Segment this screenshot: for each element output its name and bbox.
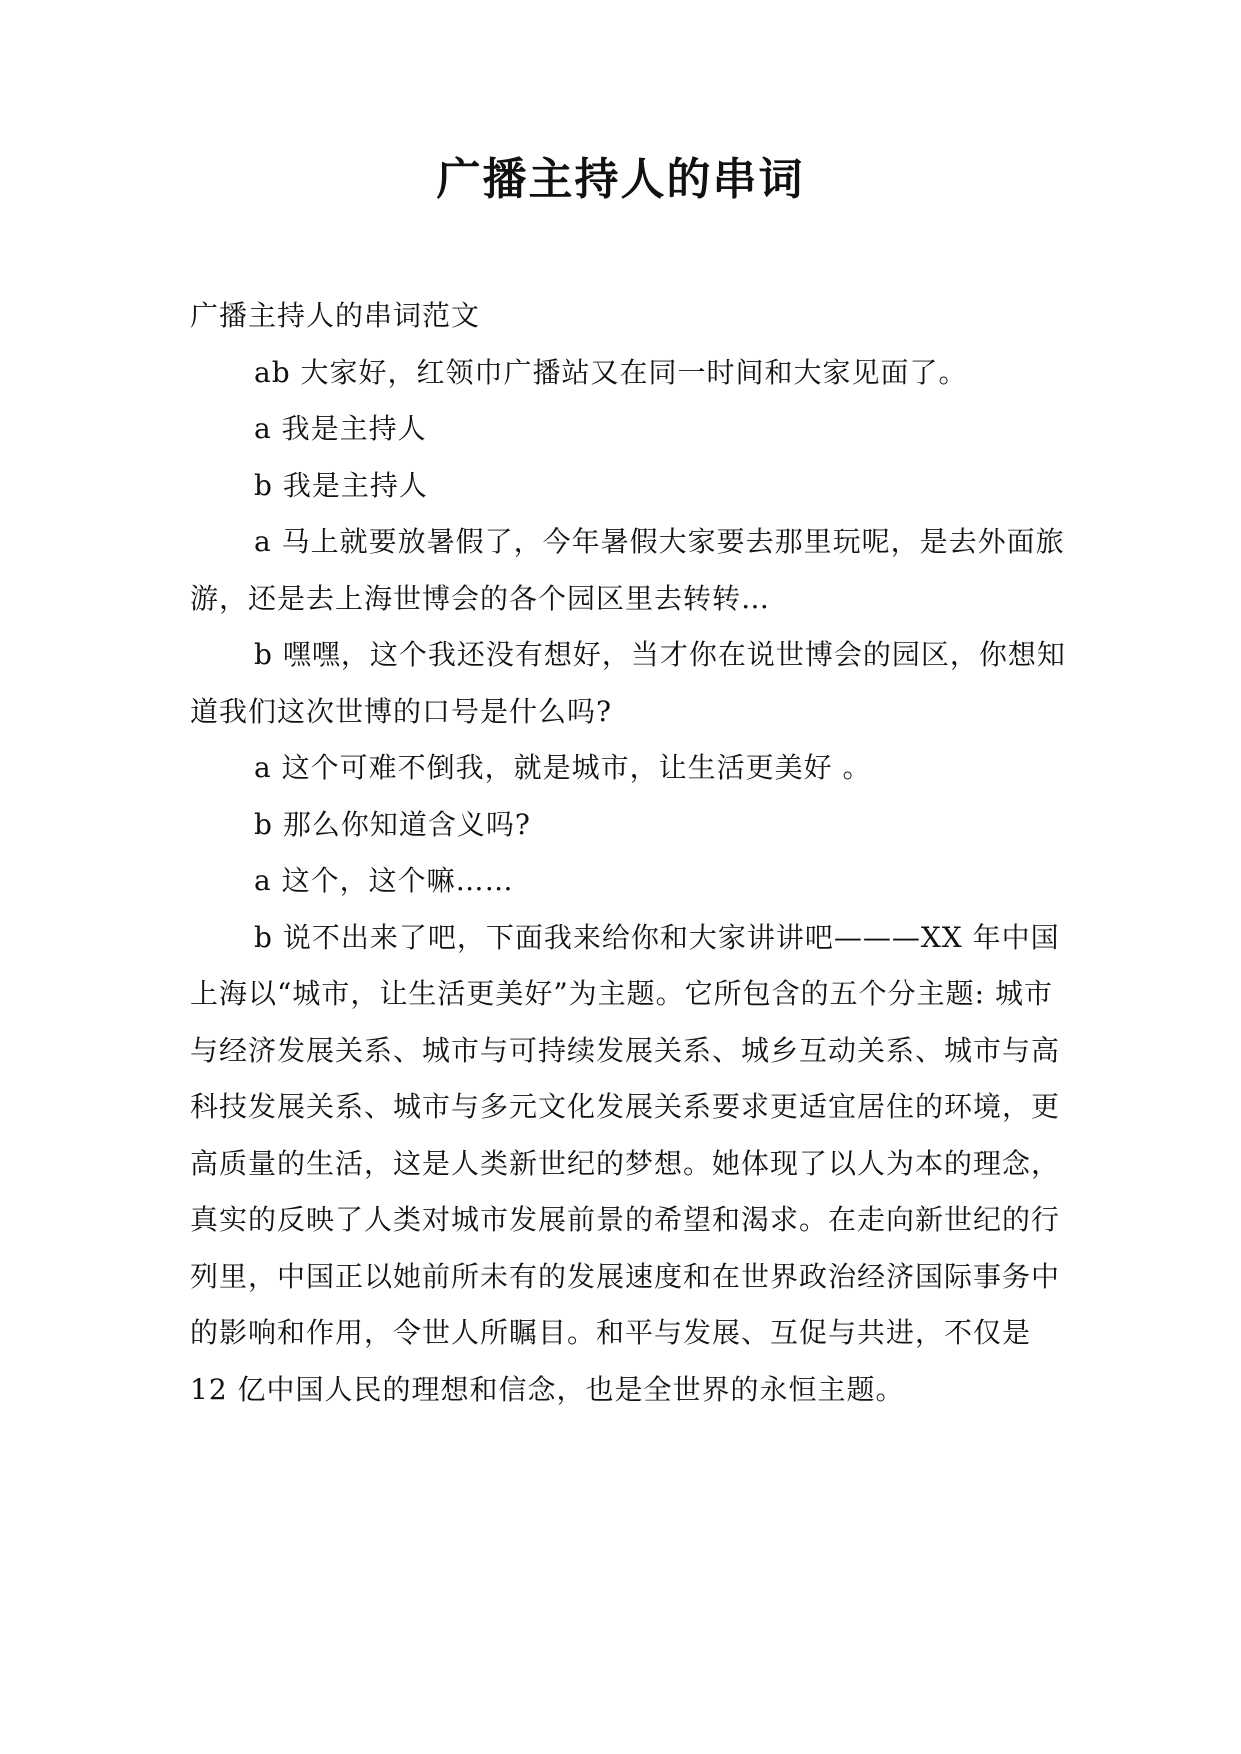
document-title: 广播主持人的串词	[436, 154, 805, 205]
paragraph: a 我是主持人	[254, 412, 427, 445]
paragraph: b 嘿嘿，这个我还没有想好，当才你在说世博会的园区，你想知道我们这次世博的口号是什么吗?	[190, 638, 1066, 728]
paragraph: ab 大家好，红领巾广播站又在同一时间和大家见面了。	[254, 355, 968, 389]
paragraph: a 这个可难不倒我，就是城市，让生活更美好 。	[254, 751, 872, 784]
paragraph: a 马上就要放暑假了，今年暑假大家要去那里玩呢，是去外面旅游，还是去上海世博会的各个园区里去转转…	[190, 525, 1065, 615]
paragraph: a 这个，这个嘛……	[254, 864, 514, 897]
document-body	[190, 288, 1070, 1418]
paragraph-subtitle: 广播主持人的串词范文	[190, 299, 481, 332]
paragraph: b 说不出来了吧，下面我来给你和大家讲讲吧———XX 年中国上海以“城市，让生活更美好”为主题。它所包含的五个分主题: 城市与经济发展关系、城市与可持续发展关系、城乡互动关系、城市与高科技发展关系、城市与多元文化发展关系要求更适宜居住的环境，更高质量的生活，这是人类新世纪的梦想。她体现了以人为本的理念，真实的反映了人类对城市发展前景的希望和渴求。在走向新世纪的行列里，中国正以她前所未有的发展速度和在世界政治经济国际事务中的影响和作用，令世人所瞩目。和平与发展、互促与共进，不仅是 12 亿中国人民的理想和信念，也是全世界的永恒主题。	[190, 920, 1061, 1406]
paragraph: b 那么你知道含义吗?	[254, 807, 531, 841]
paragraph: b 我是主持人	[254, 468, 428, 502]
